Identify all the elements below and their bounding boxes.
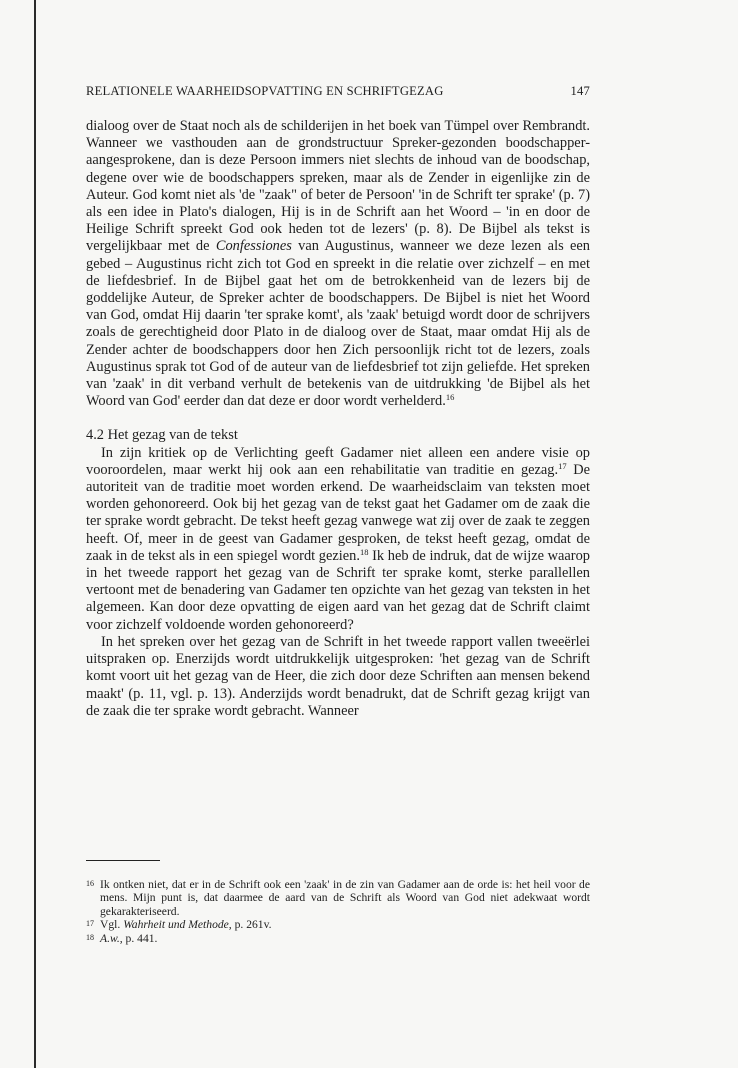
footnotes	[86, 878, 590, 945]
footnote-ref-17: 17	[558, 460, 567, 471]
footnote-suffix: p. 261v.	[231, 918, 272, 932]
footnote-18	[86, 932, 590, 945]
paragraph-1-text-b: van Augustinus, wanneer we deze lezen als een gebed – Augustinus richt zich tot God en spreekt in die relatie over zichzelf – en met de liefdesbrief. In de Bijbel gaat het om de betrokkenheid van de lezers bij de goddelijke Auteur, de Spreker achter de boodschappers. De Bijbel is niet het Woord van God, omdat Hij daarin 'ter sprake komt', als 'zaak' betuigd wordt door de schrijvers zoals de gerechtigheid door Plato in de dialoog over de Staat, maar omdat Hij als de Zender achter de boodschappers door hen Zich persoonlijk richt tot de lezers, zoals Augustinus sprak tot God of de auteur van de liefdesbrief tot zijn geliefde. Het spreken van 'zaak' in dit verband verhult de betekenis van de uitdrukking 'de Bijbel als het Woord van God' eerder dan dat deze er door wordt verhelderd.	[86, 238, 590, 410]
footnote-marker: 16	[86, 879, 94, 888]
footnote-italic-ref: A.w.,	[100, 931, 123, 945]
footnote-suffix: p. 441.	[122, 931, 158, 945]
footnote-ref-16: 16	[445, 392, 455, 403]
paragraph-2-text-a: In zijn kritiek op de Verlichting geeft Gadamer niet alleen een andere visie op vooroordelen, maar werkt hij ook aan een rehabilitatie van traditie en gezag.	[86, 444, 590, 478]
section-heading: 4.2 Het gezag van de tekst	[86, 427, 238, 444]
footnote-marker: 18	[86, 932, 94, 942]
scan-edge	[34, 0, 36, 1068]
paragraph-2-text-c: Ik heb de indruk, dat de wijze waarop in het tweede rapport het gezag van de Schrift ter sprake komt, sterke parallellen vertoont met de benadering van Gadamer ten opzichte van het gezag van teksten in het algemeen. Kan door deze opvatting de eigen aard van het gezag dat de Schrift claimt voor zichzelf voldoende worden gehonoreerd?	[86, 547, 590, 633]
footnote-ref-18: 18	[359, 546, 369, 557]
footnote-16	[86, 878, 590, 918]
section-gap	[86, 410, 590, 427]
footnote-text: Ik ontken niet, dat er in de Schrift ook een 'zaak' in de zin van Gadamer aan de orde is: het heil voor de mens. Mijn punt is, dat daarmee de aard van de Schrift als Woord van God niet adekwaat wordt gekarakteriseerd.	[100, 878, 590, 918]
paragraph-2-text-b: De autoriteit van de traditie moet worden erkend. De waarheidsclaim van teksten moet worden gehonoreerd. Ook bij het gezag van de tekst gaat het Gadamer om de zaak die ter sprake wordt gebracht. De tekst heeft gezag vanwege wat zij over de zaak te zeggen heeft. Of, meer in de geest van Gadamer gesproken, de tekst heeft gezag, omdat de zaak in de tekst als in een spiegel wordt gezien.	[86, 461, 590, 564]
body-text	[86, 118, 590, 720]
paragraph-1	[86, 118, 590, 410]
paragraph-1-text-a: dialoog over de Staat noch als de schilderijen in het boek van Tümpel over Rembrandt. Wanneer we vasthouden aan de grondstructuur Spreker-gezonden boodschapper-aangesprokene, dan is deze Persoon immers niet slechts de inhoud van de boodschap, degene over wie de boodschappers spreken, maar als de Zender in eigenlijke zin de Auteur. God komt niet als 'de "zaak" of beter de Persoon' 'in de Schrift ter sprake' (p. 7) als een idee in Plato's dialogen, Hij is in de Schrift aan het Woord – 'in en door de Heilige Schrift spreekt God ook heden tot de lezers' (p. 8). De Bijbel als tekst is vergelijkbaar met de	[86, 118, 590, 255]
footnote-italic-title: Wahrheit und Methode,	[123, 918, 232, 932]
page-number: 147	[570, 84, 590, 98]
italic-title-confessiones: Confessiones	[215, 238, 292, 255]
footnote-rule	[86, 860, 160, 861]
footnote-17	[86, 918, 590, 931]
running-title: RELATIONELE WAARHEIDSOPVATTING EN SCHRIFTGEZAG	[86, 84, 444, 98]
paragraph-3: In het spreken over het gezag van de Schrift in het tweede rapport vallen tweeërlei uitspraken op. Enerzijds wordt uitdrukkelijk uitgesproken: 'het gezag van de Schrift komt voort uit het gezag van de Heer, die zich door deze Schriften aan mensen bekend maakt' (p. 11, vgl. p. 13). Anderzijds wordt benadrukt, dat de Schrift gezag krijgt van de zaak die ter sprake wordt gebracht. Wanneer	[86, 633, 590, 719]
footnote-prefix: Vgl.	[100, 918, 124, 932]
paragraph-2	[86, 445, 590, 634]
footnote-marker: 17	[86, 919, 94, 929]
